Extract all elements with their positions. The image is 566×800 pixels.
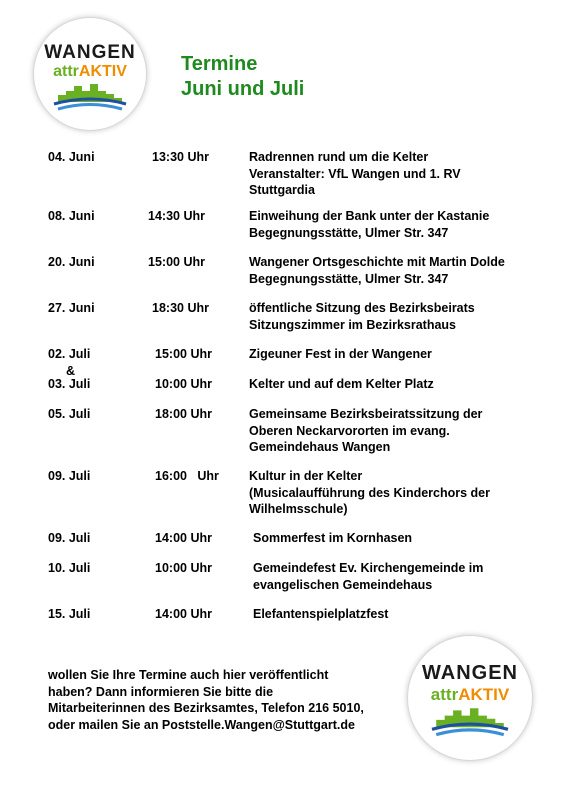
footer-note: wollen Sie Ihre Termine auch hier veröffentlicht haben? Dann informieren Sie bitte die Mitarbeiterinnen des Bezirksamtes, Telefon 216 5010, oder mailen Sie an Poststelle.Wangen@Stuttgart.de <box>48 668 364 732</box>
event-date: 05. Juli <box>48 407 91 421</box>
event-description: Kultur in der Kelter (Musicalaufführung des Kinderchors der Wilhelmsschule) <box>249 469 491 516</box>
event-time: 14:30 Uhr <box>148 209 205 223</box>
logo-tagline: attrAKTIV <box>430 685 510 704</box>
logo-wordmark: WANGEN <box>44 42 136 63</box>
logo-skyline-icon <box>52 80 128 116</box>
event-description: Wangener Ortsgeschichte mit Martin Dolde Begegnungsstätte, Ulmer Str. 347 <box>249 255 505 286</box>
wangen-logo-bottom <box>408 636 532 760</box>
event-description: Kelter und auf dem Kelter Platz <box>249 377 434 391</box>
event-description: Sommerfest im Kornhasen <box>253 531 413 545</box>
event-time: 18:00 Uhr <box>155 407 212 421</box>
event-description: öffentliche Sitzung des Bezirksbeirats Sitzungszimmer im Bezirksrathaus <box>249 301 475 332</box>
event-time: 15:00 Uhr <box>148 255 205 269</box>
event-date: 27. Juni <box>48 301 95 315</box>
event-time: 18:30 Uhr <box>152 301 209 315</box>
event-description: Gemeinsame Bezirksbeiratssitzung der Oberen Neckarvororten im evang. Gemeindehaus Wangen <box>249 407 483 454</box>
logo-wordmark: WANGEN <box>422 662 518 684</box>
event-date: 08. Juni <box>48 209 95 223</box>
wangen-logo-top <box>34 18 146 130</box>
event-time: 10:00 Uhr <box>155 377 212 391</box>
event-description: Elefantenspielplatzfest <box>253 607 389 621</box>
ampersand: & <box>66 364 76 378</box>
event-time: 16:00 Uhr <box>155 469 219 483</box>
event-date: 09. Juli <box>48 469 91 483</box>
event-time: 14:00 Uhr <box>155 607 212 621</box>
logo-tagline: attrAKTIV <box>53 63 127 80</box>
event-time: 10:00 Uhr <box>155 561 212 575</box>
event-date: 10. Juli <box>48 561 91 575</box>
event-date: 03. Juli <box>48 377 91 391</box>
event-time: 14:00 Uhr <box>155 531 212 545</box>
event-date: 20. Juni <box>48 255 95 269</box>
event-description: Einweihung der Bank unter der Kastanie Begegnungsstätte, Ulmer Str. 347 <box>249 209 490 240</box>
event-description: Gemeindefest Ev. Kirchengemeinde im evangelischen Gemeindehaus <box>253 561 484 592</box>
event-description: Radrennen rund um die Kelter Veranstalter: VfL Wangen und 1. RV Stuttgardia <box>249 150 461 197</box>
event-date: 04. Juni <box>48 150 95 164</box>
event-date: 02. Juli <box>48 347 91 361</box>
logo-skyline-icon <box>428 704 512 742</box>
event-date: 09. Juli <box>48 531 91 545</box>
event-time: 13:30 Uhr <box>152 150 209 164</box>
event-date: 15. Juli <box>48 607 91 621</box>
event-time: 15:00 Uhr <box>155 347 212 361</box>
event-description: Zigeuner Fest in der Wangener <box>249 347 432 361</box>
page-title: Termine Juni und Juli <box>181 53 305 100</box>
